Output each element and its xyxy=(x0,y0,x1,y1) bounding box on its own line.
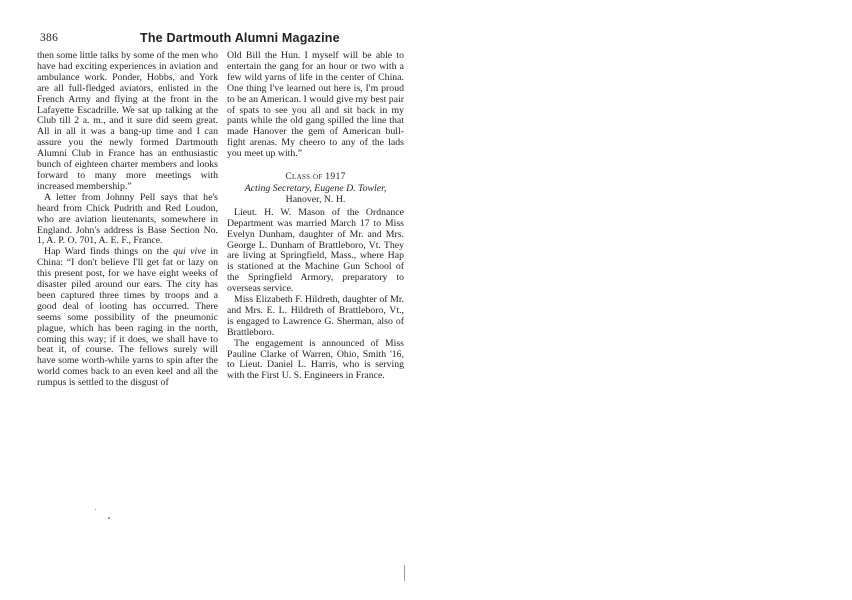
page-number: 386 xyxy=(40,32,59,44)
class-secretary xyxy=(227,184,404,206)
hap-ward-italic: qui vive xyxy=(173,246,206,258)
running-head-title: The Dartmouth Alumni Magazine xyxy=(140,31,340,45)
paragraph-johnny-pell: A letter from Johnny Pell says that he's heard from Chick Pudrith and Red Loudon, who are aviation lieutenants, somewhere in England. John's address is Base Section No. 1, A. P. O. 701, A. E. F., France. xyxy=(37,191,218,247)
secretary-location: Hanover, N. H. xyxy=(285,193,346,205)
paragraph-mason-wedding: Lieut. H. W. Mason of the Ordnance Department was married March 17 to Miss Evelyn Dunham, daughter of Mr. and Mrs. George L. Dunham of Brattleboro, Vt. They are living at Springfield, Mass., where Hap is stationed at the Machine Gun School of the Springfield Armory, preparatory to overseas service. xyxy=(227,206,404,295)
paragraph-club-report: then some little talks by some of the men who have had exciting experiences in aviation and ambulance work. Ponder, Hobbs, and York are all full-fledged aviators, enlisted in the French Army and flying at the front in the Lafayette Escadrille. We sat up talking at the Club till 2 a. m., and it sure did seem great. All in all it was a bang-up time and I can assure you the newly formed Dartmouth Alumni Club in France has an enthusiastic bunch of eighteen charter members and looks forward to many more meetings with increased membership.” xyxy=(37,50,218,192)
secretary-name: Acting Secretary, Eugene D. Towler, xyxy=(244,182,387,194)
hap-ward-before: Hap Ward finds things on the xyxy=(44,246,174,258)
paragraph-hap-ward-continued: Old Bill the Hun. I myself will be able to entertain the gang for an hour or two with a few wild yarns of life in the center of China. One thing I've learned out here is, I'm proud to be an American. I would give my best pair of spats to see you all and sit back in my pants while the old gang spilled the line that made Hanover the gem of American bull-fight arenas. My cheero to any of the lads you meet up with.” xyxy=(227,50,404,160)
scan-speck xyxy=(95,509,96,510)
hap-ward-after: in China: “I don't believe I'll get fat or lazy on this present post, for we have eight weeks of disaster piled around our ears. The city has been captured three times by troops and a good deal of looting has occurred. There seems some possibility of the pneumonic plague, which has been raging in the north, coming this way; if it does, we shall have to beat it, of course. The fellows surely will have some worth-while yarns to spin after the world comes back to an even keel and all the rumpus is settled to the disgust of xyxy=(37,246,218,389)
class-heading: Class of 1917 xyxy=(285,171,346,183)
scan-edge-line xyxy=(404,565,405,581)
scan-speck xyxy=(108,517,110,519)
paragraph-hildreth-engagement: Miss Elizabeth F. Hildreth, daughter of Mr. and Mrs. E. L. Hildreth of Brattleboro, Vt., is engaged to Lawrence G. Sherman, also of Brattleboro. xyxy=(227,294,404,338)
left-column xyxy=(37,51,218,389)
paragraph-hap-ward xyxy=(37,247,218,389)
paragraph-clarke-engagement: The engagement is announced of Miss Pauline Clarke of Warren, Ohio, Smith '16, to Lieut. Daniel L. Harris, who is serving with the First U. S. Engineers in France. xyxy=(227,337,404,382)
right-column xyxy=(227,51,404,382)
